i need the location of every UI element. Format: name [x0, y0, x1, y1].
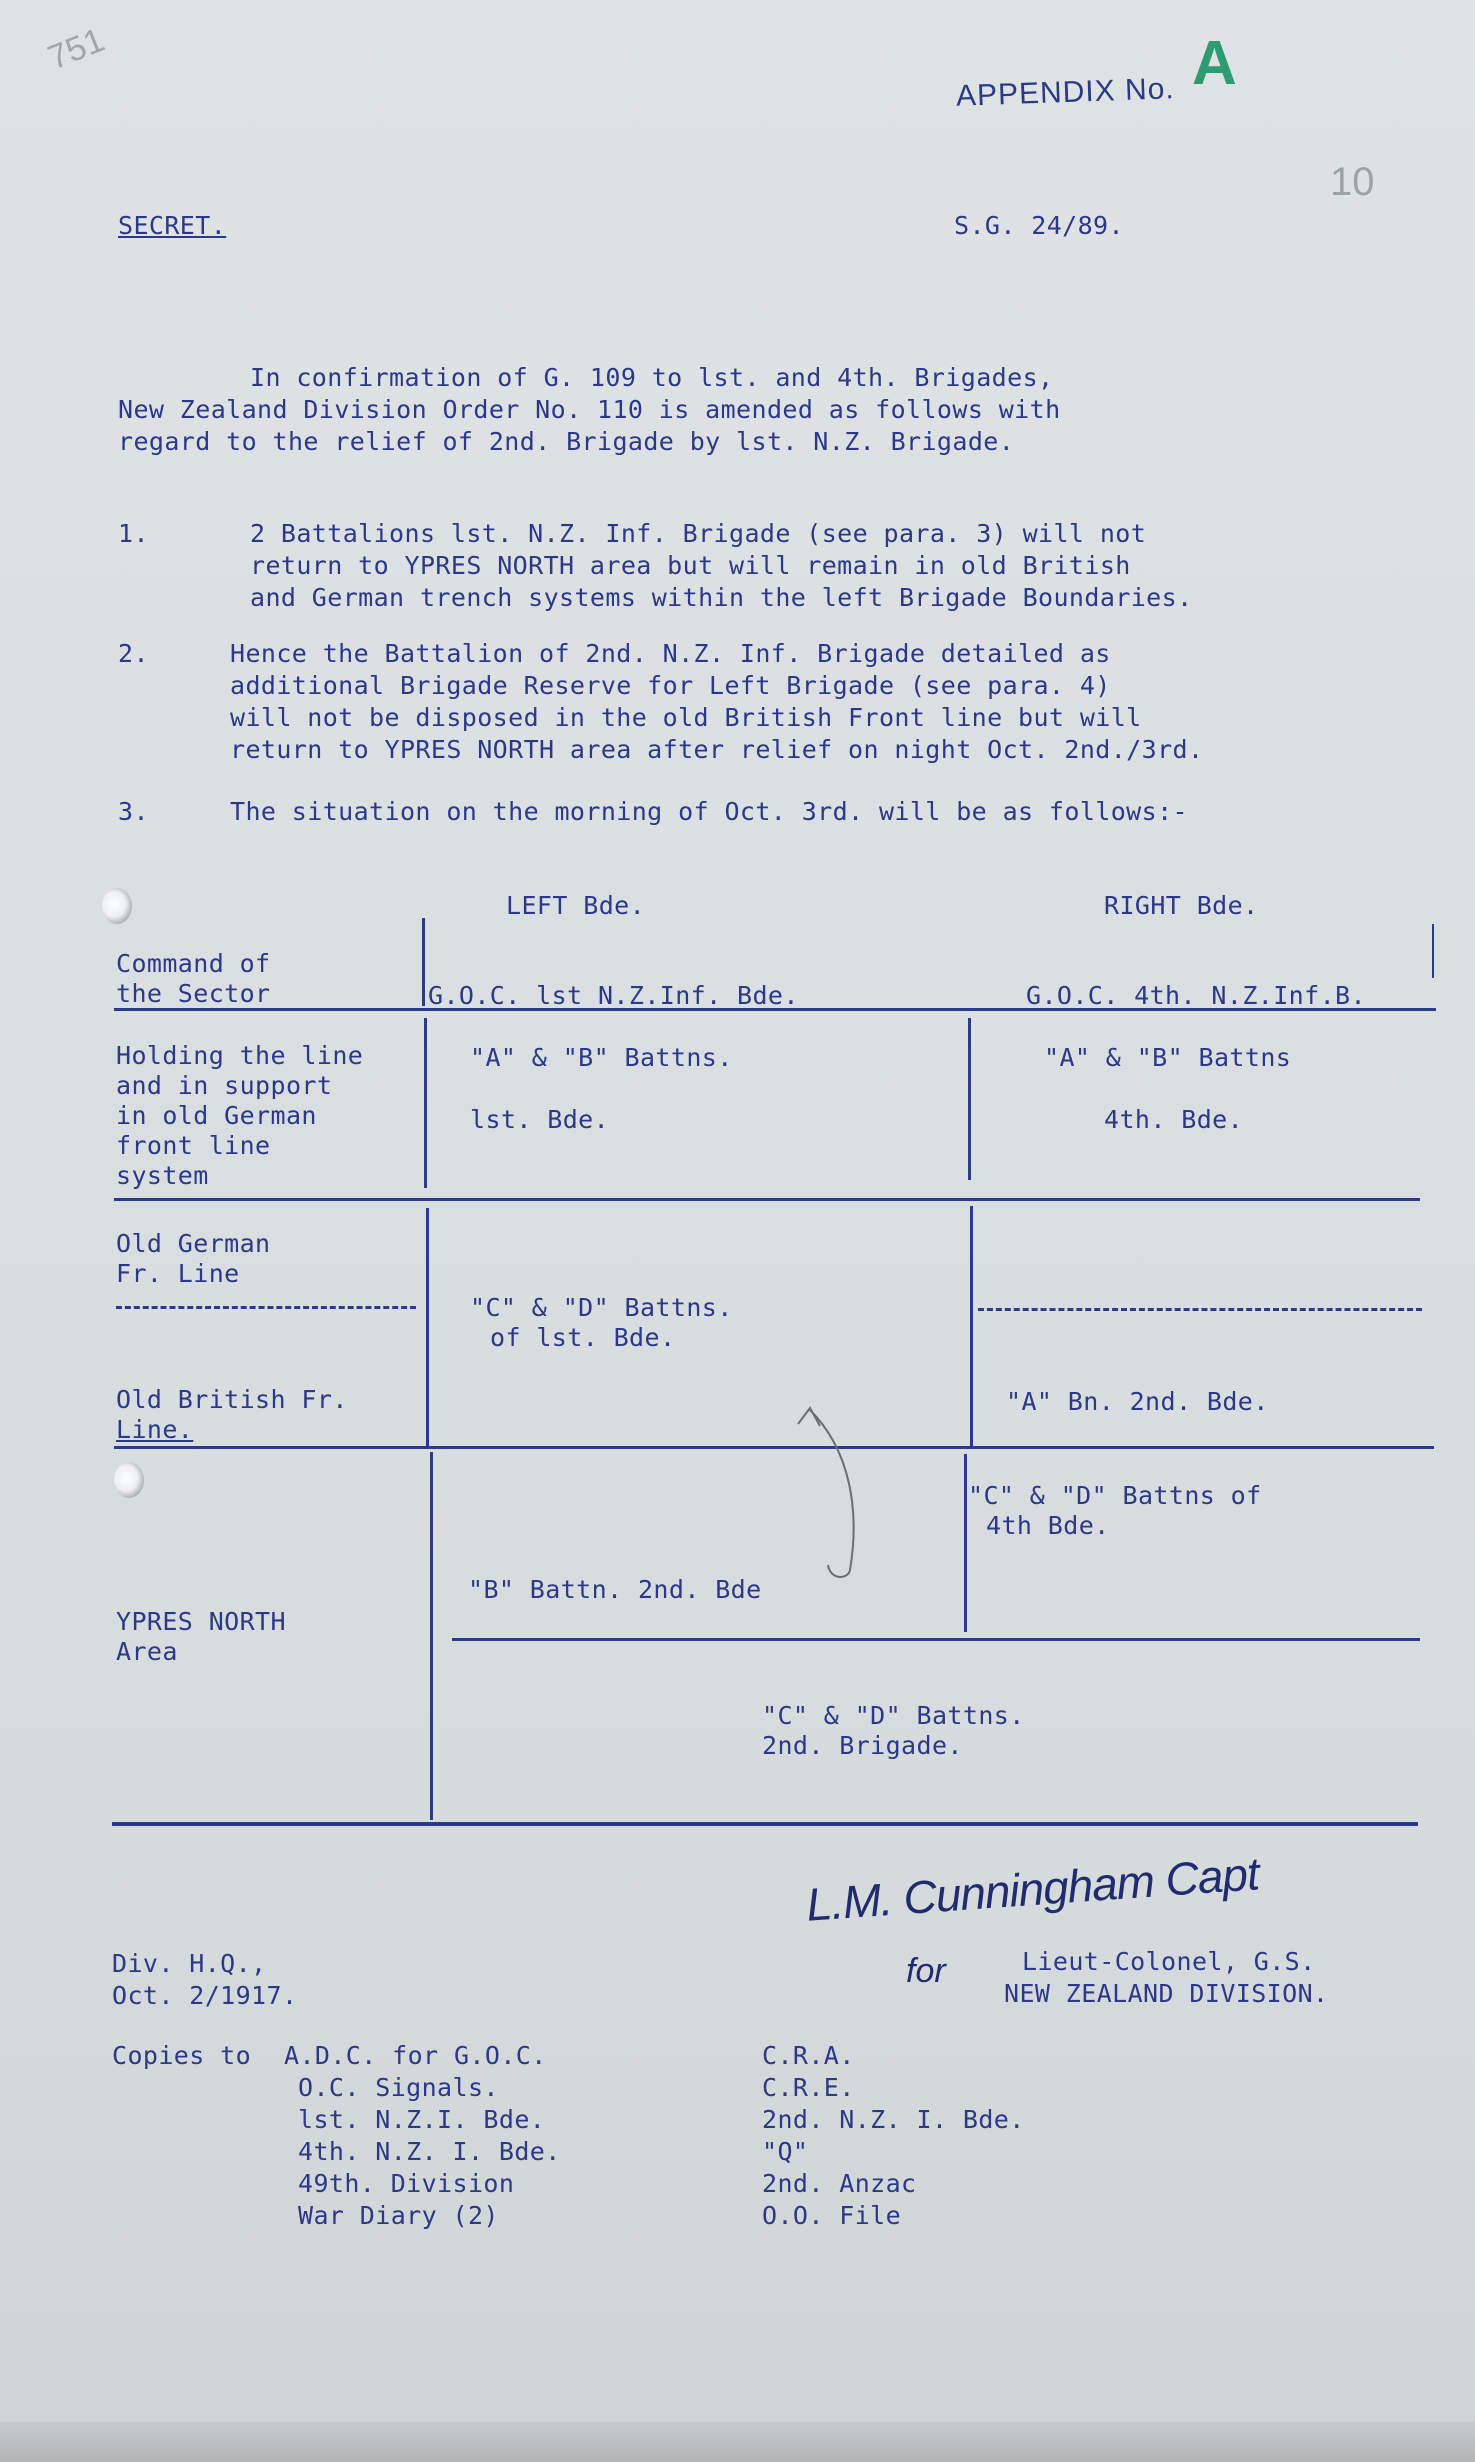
paragraph-number: 3. — [118, 797, 149, 826]
table-column-divider — [964, 1454, 967, 1632]
paragraph-line: return to YPRES NORTH area but will remain in old British — [250, 551, 1131, 580]
paragraph-number: 2. — [118, 639, 149, 668]
cell-holding-left: lst. Bde. — [470, 1105, 610, 1134]
paragraph-line: Hence the Battalion of 2nd. N.Z. Inf. Brigade detailed as — [230, 639, 1111, 668]
copy-recipient: 4th. N.Z. I. Bde. — [298, 2137, 561, 2166]
paragraph-line: will not be disposed in the old British Front line but will — [230, 703, 1142, 732]
paragraph-line: additional Brigade Reserve for Left Brigade (see para. 4) — [230, 671, 1111, 700]
copies-label: Copies to — [112, 2041, 252, 2070]
copy-recipient: O.O. File — [762, 2201, 902, 2230]
row-label: the Sector — [116, 979, 271, 1008]
table-column-divider — [424, 1018, 427, 1188]
row-label: Line. — [116, 1415, 194, 1444]
cell-ypres-right: 4th Bde. — [986, 1511, 1110, 1540]
appendix-label: APPENDIX No. — [955, 72, 1176, 113]
copy-recipient: 2nd. Anzac — [762, 2169, 917, 2198]
intro-line: In confirmation of G. 109 to lst. and 4th. Brigades, — [250, 363, 1054, 392]
row-label: and in support — [116, 1071, 333, 1100]
paragraph-line: 2 Battalions lst. N.Z. Inf. Brigade (see para. 3) will not — [250, 519, 1147, 548]
cell-holding-left: "A" & "B" Battns. — [470, 1043, 733, 1072]
copy-recipient: "Q" — [762, 2137, 809, 2166]
row-label: Area — [116, 1637, 178, 1666]
row-label: Old German — [116, 1229, 271, 1258]
signature-for: for — [906, 1952, 946, 1990]
table-column-divider — [422, 918, 425, 1006]
cell-old-german-left: of lst. Bde. — [490, 1323, 676, 1352]
right-bde-heading: RIGHT Bde. — [1104, 891, 1259, 920]
table-rule — [114, 1446, 1434, 1449]
copy-recipient: C.R.A. — [762, 2041, 855, 2070]
table-rule — [114, 1198, 1420, 1201]
row-label: front line — [116, 1131, 271, 1160]
copy-recipient: War Diary (2) — [298, 2201, 499, 2230]
appendix-letter: A — [1192, 29, 1237, 98]
copy-recipient: lst. N.Z.I. Bde. — [298, 2105, 546, 2134]
paragraph-line: The situation on the morning of Oct. 3rd. will be as follows:- — [230, 797, 1188, 826]
reference-number: S.G. 24/89. — [954, 211, 1124, 240]
cell-holding-right: 4th. Bde. — [1104, 1105, 1244, 1134]
cell-old-british-right: "A" Bn. 2nd. Bde. — [1006, 1387, 1269, 1416]
cell-ypres-bottom: 2nd. Brigade. — [762, 1731, 963, 1760]
table-column-divider — [968, 1018, 971, 1180]
row-label: Holding the line — [116, 1041, 364, 1070]
punch-hole — [114, 1462, 144, 1498]
page-number: 10 — [1330, 160, 1375, 204]
table-dashed-rule — [978, 1308, 1422, 1311]
archive-number: 751 — [42, 20, 110, 78]
row-label: in old German — [116, 1101, 317, 1130]
classification: SECRET. — [118, 211, 227, 240]
row-label: Fr. Line — [116, 1259, 240, 1288]
punch-hole — [102, 888, 132, 924]
place-line: Div. H.Q., — [112, 1949, 267, 1978]
copy-recipient: C.R.E. — [762, 2073, 855, 2102]
cell-command-right: G.O.C. 4th. N.Z.Inf.B. — [1026, 981, 1366, 1010]
table-column-divider — [430, 1452, 433, 1820]
intro-line: New Zealand Division Order No. 110 is amended as follows with — [118, 395, 1061, 424]
date-line: Oct. 2/1917. — [112, 1981, 298, 2010]
paragraph-line: and German trench systems within the left Brigade Boundaries. — [250, 583, 1193, 612]
copy-recipient: 2nd. N.Z. I. Bde. — [762, 2105, 1025, 2134]
cell-old-german-left: "C" & "D" Battns. — [470, 1293, 733, 1322]
cell-holding-right: "A" & "B" Battns — [1044, 1043, 1292, 1072]
table-column-divider — [426, 1208, 429, 1446]
table-rule — [452, 1638, 1420, 1641]
cell-ypres-right: "C" & "D" Battns of — [968, 1481, 1262, 1510]
left-bde-heading: LEFT Bde. — [506, 891, 646, 920]
row-label: Command of — [116, 949, 271, 978]
signature-title: Lieut-Colonel, G.S. — [1022, 1947, 1316, 1976]
paragraph-number: 1. — [118, 519, 149, 548]
copy-recipient: A.D.C. for G.O.C. — [284, 2041, 547, 2070]
table-column-divider — [970, 1206, 973, 1446]
copy-recipient: O.C. Signals. — [298, 2073, 499, 2102]
paragraph-line: return to YPRES NORTH area after relief on night Oct. 2nd./3rd. — [230, 735, 1204, 764]
cell-command-left: G.O.C. lst N.Z.Inf. Bde. — [428, 981, 799, 1010]
row-label: Old British Fr. — [116, 1385, 348, 1414]
row-label: system — [116, 1161, 209, 1190]
pencil-arrow-icon — [790, 1390, 900, 1590]
table-rule — [112, 1822, 1418, 1826]
signature-unit: NEW ZEALAND DIVISION. — [1004, 1979, 1329, 2008]
row-label: YPRES NORTH — [116, 1607, 286, 1636]
intro-line: regard to the relief of 2nd. Brigade by lst. N.Z. Brigade. — [118, 427, 1015, 456]
table-dashed-rule — [116, 1306, 416, 1309]
cell-ypres-left: "B" Battn. 2nd. Bde — [468, 1575, 762, 1604]
page-bottom-edge — [0, 2422, 1475, 2462]
cell-ypres-bottom: "C" & "D" Battns. — [762, 1701, 1025, 1730]
copy-recipient: 49th. Division — [298, 2169, 515, 2198]
table-column-divider — [1432, 924, 1434, 978]
signature-scrawl: L.M. Cunningham Capt — [804, 1847, 1261, 1931]
